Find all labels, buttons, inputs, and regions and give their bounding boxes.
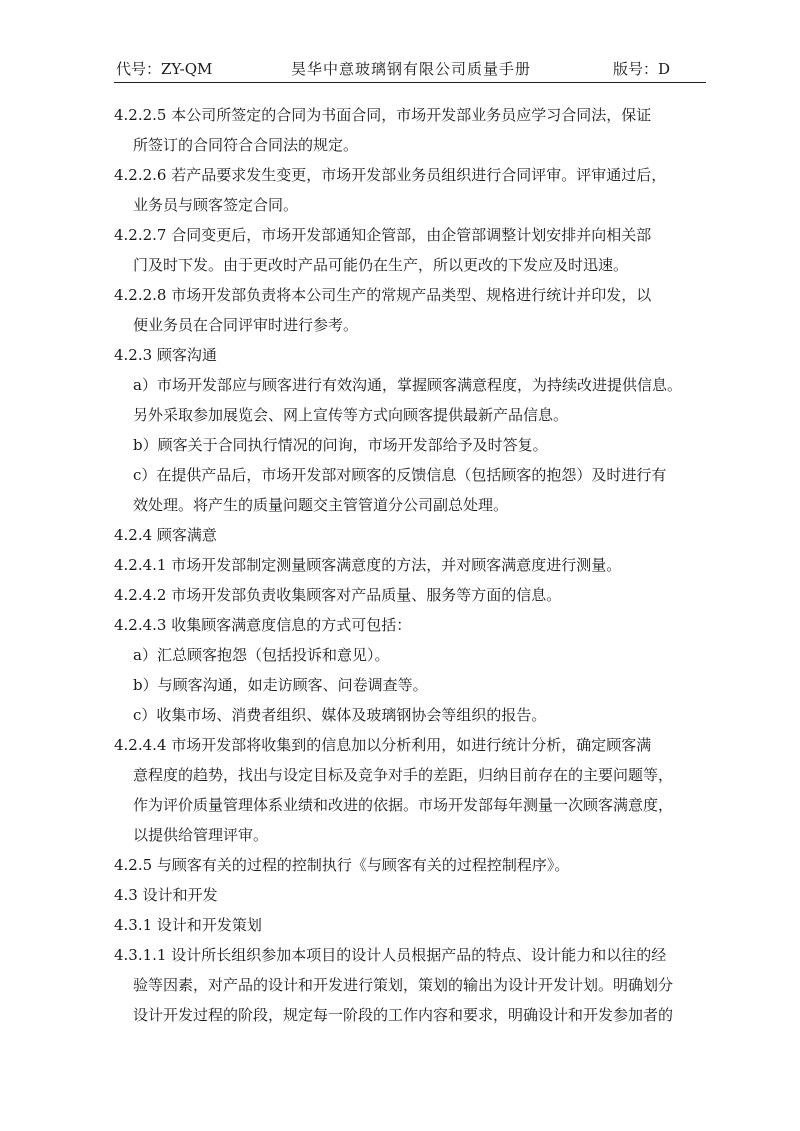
text-line: 门及时下发。由于更改时产品可能仍在生产，所以更改的下发应及时迅速。 — [133, 256, 629, 274]
text-line: a）汇总顾客抱怨（包括投诉和意见）。 — [133, 646, 390, 664]
text-line: 效处理。将产生的质量问题交主管管道分公司副总处理。 — [133, 496, 509, 514]
text-line: c）在提供产品后，市场开发部对顾客的反馈信息（包括顾客的抱怨）及时进行有 — [133, 466, 667, 484]
document-version: 版号：D — [612, 60, 670, 78]
text-line: 4.2.4 顾客满意 — [114, 526, 217, 544]
text-line: 所签订的合同符合合同法的规定。 — [133, 136, 359, 154]
text-line: 以提供给管理评审。 — [133, 826, 269, 844]
document-body — [114, 100, 714, 1030]
text-line: 便业务员在合同评审时进行参考。 — [133, 316, 359, 334]
text-line: 4.2.3 顾客沟通 — [114, 346, 217, 364]
text-line: 4.2.4.2 市场开发部负责收集顾客对产品质量、服务等方面的信息。 — [114, 586, 562, 604]
text-line: 4.2.2.8 市场开发部负责将本公司生产的常规产品类型、规格进行统计并印发，以 — [114, 286, 652, 304]
text-line: 4.3.1 设计和开发策划 — [114, 916, 262, 934]
text-line: 4.2.2.7 合同变更后，市场开发部通知企管部，由企管部调整计划安排并向相关部 — [114, 226, 652, 244]
text-line: a）市场开发部应与顾客进行有效沟通，掌握顾客满意程度，为持续改进提供信息。 — [133, 376, 682, 394]
text-line: 业务员与顾客签定合同。 — [133, 196, 299, 214]
text-line: 4.3 设计和开发 — [114, 886, 218, 904]
text-line: 4.2.4.1 市场开发部制定测量顾客满意度的方法，并对顾客满意度进行测量。 — [114, 556, 622, 574]
text-line: 4.2.2.6 若产品要求发生变更，市场开发部业务员组织进行合同评审。评审通过后， — [114, 166, 667, 184]
text-line: b）与顾客沟通，如走访顾客、问卷调查等。 — [133, 676, 428, 694]
text-line: 作为评价质量管理体系业绩和改进的依据。市场开发部每年测量一次顾客满意度， — [133, 796, 674, 814]
text-line: 意程度的趋势，找出与设定目标及竞争对手的差距，归纳目前存在的主要问题等， — [133, 766, 674, 784]
page-header — [114, 58, 706, 83]
text-line: b）顾客关于合同执行情况的问询，市场开发部给予及时答复。 — [133, 436, 548, 454]
text-line: 验等因素，对产品的设计和开发进行策划，策划的输出为设计开发计划。明确划分 — [133, 976, 674, 994]
text-line: 设计开发过程的阶段，规定每一阶段的工作内容和要求，明确设计和开发参加者的 — [133, 1006, 674, 1024]
text-line: c）收集市场、消费者组织、媒体及玻璃钢协会等组织的报告。 — [133, 706, 547, 724]
text-line: 4.3.1.1 设计所长组织参加本项目的设计人员根据产品的特点、设计能力和以往的经 — [114, 946, 667, 964]
text-line: 另外采取参加展览会、网上宣传等方式向顾客提供最新产品信息。 — [133, 406, 569, 424]
text-line: 4.2.5 与顾客有关的过程的控制执行《与顾客有关的过程控制程序》。 — [114, 856, 570, 874]
text-line: 4.2.4.4 市场开发部将收集到的信息加以分析利用，如进行统计分析，确定顾客满 — [114, 736, 652, 754]
text-line: 4.2.2.5 本公司所签定的合同为书面合同，市场开发部业务员应学习合同法，保证 — [114, 106, 652, 124]
text-line: 4.2.4.3 收集顾客满意度信息的方式可包括： — [114, 616, 412, 634]
document-title: 昊华中意玻璃钢有限公司质量手册 — [291, 60, 532, 78]
document-code: 代号：ZY-QM — [116, 60, 213, 78]
